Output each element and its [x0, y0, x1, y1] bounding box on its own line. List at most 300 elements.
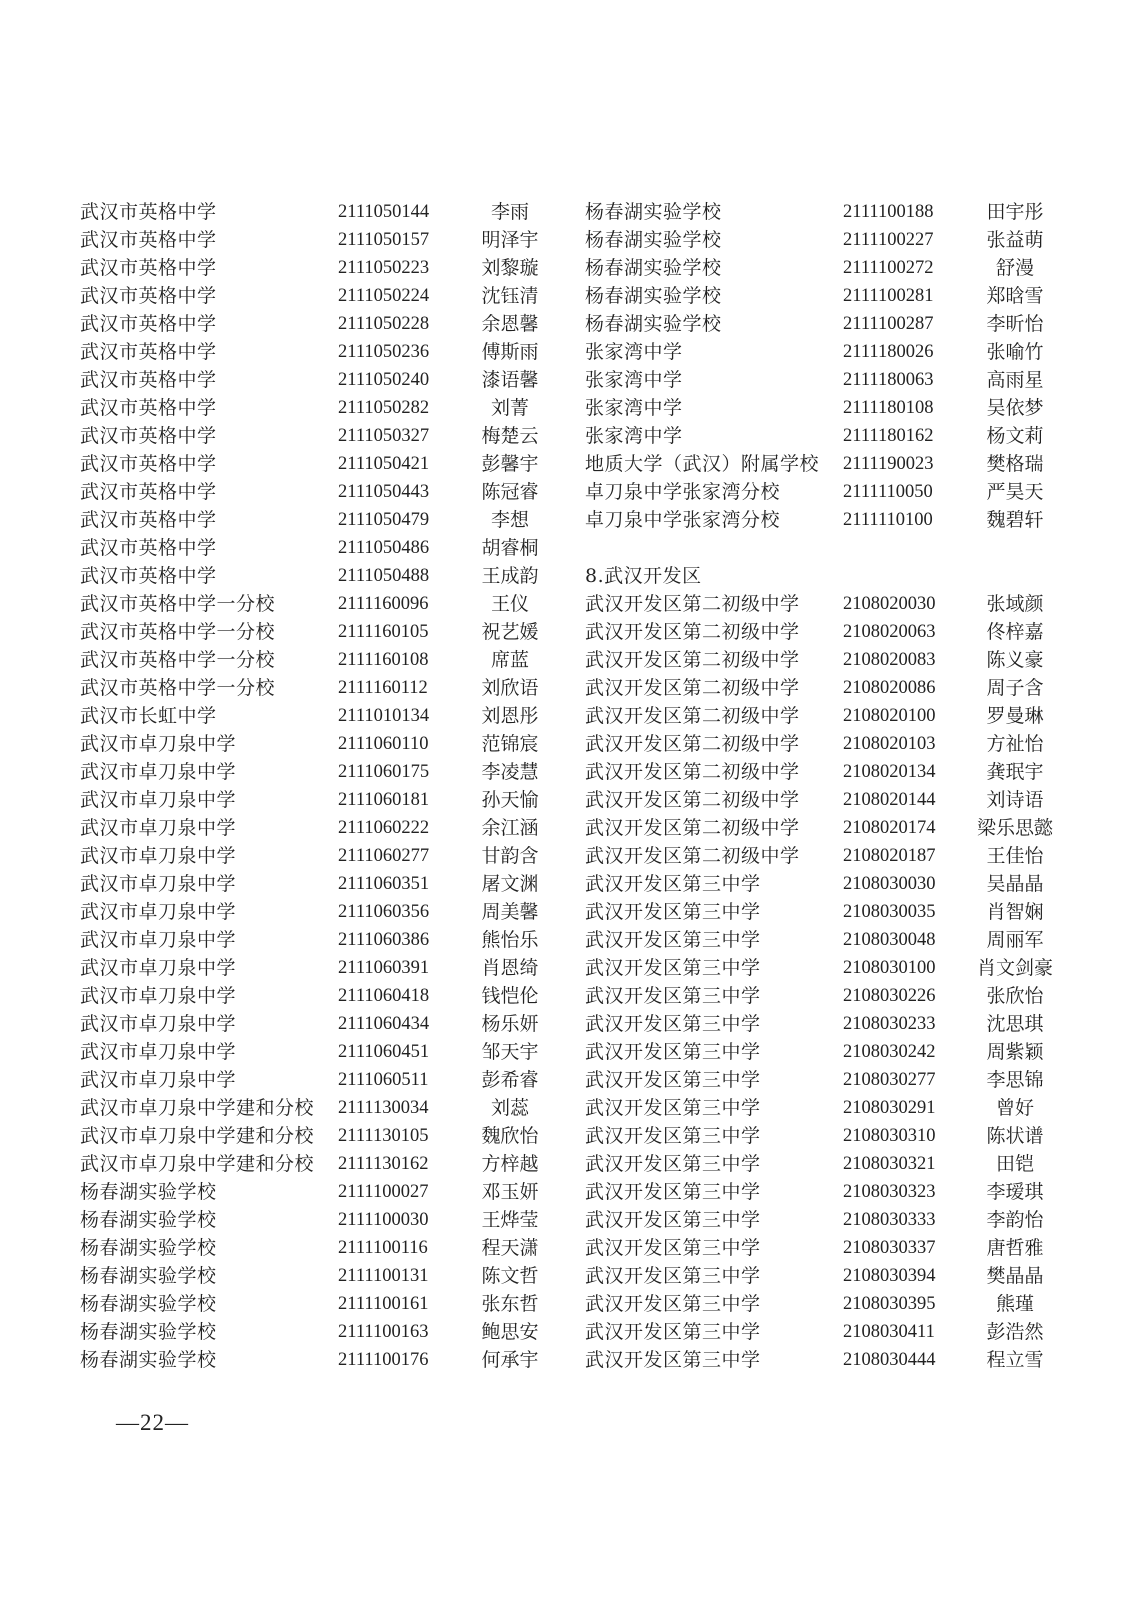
left-column	[80, 198, 580, 1374]
student-id: 2111100116	[338, 1238, 428, 1258]
table-row	[585, 310, 1085, 338]
table-row	[585, 1038, 1085, 1066]
student-id: 2111180063	[843, 370, 934, 390]
school-name: 武汉开发区第三中学	[585, 1321, 761, 1343]
student-name: 何承宇	[481, 1349, 539, 1371]
school-name: 武汉开发区第三中学	[585, 901, 761, 923]
student-id: 2111050228	[338, 314, 430, 334]
student-name: 刘欣语	[481, 677, 539, 699]
table-row	[80, 898, 580, 926]
school-name: 武汉市英格中学	[80, 369, 217, 391]
student-id: 2111050479	[338, 510, 430, 530]
table-row	[585, 198, 1085, 226]
student-id: 2108030030	[843, 874, 936, 894]
student-name: 杨乐妍	[481, 1013, 539, 1035]
student-id: 2111050421	[338, 454, 430, 474]
school-name: 武汉开发区第三中学	[585, 1013, 761, 1035]
student-name: 梅楚云	[481, 425, 539, 447]
school-name: 张家湾中学	[585, 397, 683, 419]
school-name: 武汉开发区第三中学	[585, 1349, 761, 1371]
table-row	[585, 338, 1085, 366]
school-name: 杨春湖实验学校	[80, 1293, 217, 1315]
student-name: 周美馨	[481, 901, 539, 923]
school-name: 武汉开发区第二初级中学	[585, 817, 800, 839]
school-name: 武汉开发区第二初级中学	[585, 705, 800, 727]
school-name: 武汉市英格中学	[80, 201, 217, 223]
table-row	[80, 1262, 580, 1290]
student-id: 2108030321	[843, 1154, 936, 1174]
school-name: 杨春湖实验学校	[585, 201, 722, 223]
table-row	[80, 814, 580, 842]
school-name: 武汉开发区第三中学	[585, 1293, 761, 1315]
student-name: 熊怡乐	[481, 929, 539, 951]
student-id: 2108030233	[843, 1014, 936, 1034]
student-name: 李瑷琪	[986, 1181, 1044, 1203]
school-name: 杨春湖实验学校	[80, 1349, 217, 1371]
student-id: 2108030242	[843, 1042, 936, 1062]
school-name: 杨春湖实验学校	[80, 1181, 217, 1203]
student-name: 屠文渊	[481, 873, 539, 895]
table-row	[80, 842, 580, 870]
table-row	[585, 282, 1085, 310]
student-name: 梁乐思懿	[976, 817, 1053, 839]
table-row	[80, 1122, 580, 1150]
student-id: 2111050443	[338, 482, 430, 502]
student-id: 2111010134	[338, 706, 430, 726]
table-row	[80, 1234, 580, 1262]
school-name: 杨春湖实验学校	[80, 1209, 217, 1231]
student-name: 肖文剑豪	[976, 957, 1053, 979]
table-row	[80, 310, 580, 338]
student-name: 曾好	[995, 1097, 1034, 1119]
table-row	[80, 226, 580, 254]
student-name: 席蓝	[490, 649, 529, 671]
student-name: 张益萌	[986, 229, 1044, 251]
table-row	[585, 1290, 1085, 1318]
school-name: 武汉开发区第三中学	[585, 1237, 761, 1259]
table-row	[585, 450, 1085, 478]
table-row	[80, 254, 580, 282]
school-name: 武汉市卓刀泉中学	[80, 817, 237, 839]
table-row	[585, 1262, 1085, 1290]
student-id: 2111100027	[338, 1182, 429, 1202]
student-id: 2111060434	[338, 1014, 430, 1034]
table-row	[80, 618, 580, 646]
student-id: 2108030310	[843, 1126, 936, 1146]
student-name: 周紫颖	[986, 1041, 1044, 1063]
table-row	[585, 730, 1085, 758]
school-name: 武汉市英格中学	[80, 285, 217, 307]
table-row	[80, 1038, 580, 1066]
table-row	[585, 590, 1085, 618]
table-row	[585, 366, 1085, 394]
student-name: 鲍思安	[481, 1321, 539, 1343]
student-id: 2111050236	[338, 342, 430, 362]
school-name: 武汉开发区第三中学	[585, 1069, 761, 1091]
school-name: 武汉市英格中学	[80, 229, 217, 251]
school-name: 武汉市卓刀泉中学	[80, 761, 237, 783]
student-name: 陈状谱	[986, 1125, 1044, 1147]
school-name: 杨春湖实验学校	[585, 285, 722, 307]
student-id: 2111060386	[338, 930, 430, 950]
student-id: 2108030226	[843, 986, 936, 1006]
student-id: 2108030411	[843, 1322, 935, 1342]
school-name: 武汉市卓刀泉中学	[80, 957, 237, 979]
student-id: 2111160112	[338, 678, 428, 698]
table-row	[80, 702, 580, 730]
table-row	[80, 926, 580, 954]
table-row	[585, 1206, 1085, 1234]
table-row	[585, 394, 1085, 422]
school-name: 杨春湖实验学校	[80, 1321, 217, 1343]
table-row	[80, 534, 580, 562]
student-name: 余江涵	[481, 817, 539, 839]
student-name: 周丽军	[986, 929, 1044, 951]
student-name: 魏欣怡	[481, 1125, 539, 1147]
table-row	[80, 982, 580, 1010]
student-id: 2111050282	[338, 398, 430, 418]
student-id: 2111100287	[843, 314, 934, 334]
table-row	[585, 786, 1085, 814]
school-name: 武汉市卓刀泉中学	[80, 845, 237, 867]
student-name: 甘韵含	[481, 845, 539, 867]
student-name: 李韵怡	[986, 1209, 1044, 1231]
student-name: 樊晶晶	[986, 1265, 1044, 1287]
school-name: 杨春湖实验学校	[585, 229, 722, 251]
school-name: 武汉市卓刀泉中学	[80, 1013, 237, 1035]
table-row	[80, 562, 580, 590]
student-name: 傅斯雨	[481, 341, 539, 363]
school-name: 武汉开发区第二初级中学	[585, 845, 800, 867]
table-row	[80, 590, 580, 618]
student-name: 王烨莹	[481, 1209, 539, 1231]
student-name: 沈钰清	[481, 285, 539, 307]
school-name: 武汉市英格中学	[80, 509, 217, 531]
school-name: 武汉市卓刀泉中学建和分校	[80, 1153, 315, 1175]
school-name: 武汉开发区第二初级中学	[585, 761, 800, 783]
table-row	[585, 1122, 1085, 1150]
student-name: 彭馨宇	[481, 453, 539, 475]
table-row	[80, 1178, 580, 1206]
school-name: 武汉开发区第三中学	[585, 1153, 761, 1175]
student-name: 钱恺伦	[481, 985, 539, 1007]
school-name: 武汉市英格中学	[80, 425, 217, 447]
student-name: 张喻竹	[986, 341, 1044, 363]
table-row	[80, 1094, 580, 1122]
student-id: 2111050157	[338, 230, 430, 250]
student-name: 明泽宇	[481, 229, 539, 251]
table-row	[585, 702, 1085, 730]
student-name: 龚珉宇	[986, 761, 1044, 783]
school-name: 武汉市英格中学	[80, 341, 217, 363]
student-name: 田铠	[995, 1153, 1034, 1175]
student-id: 2108020083	[843, 650, 936, 670]
school-name: 武汉开发区第二初级中学	[585, 733, 800, 755]
student-id: 2111100176	[338, 1350, 429, 1370]
school-name: 武汉市卓刀泉中学	[80, 929, 237, 951]
table-row	[585, 814, 1085, 842]
table-row	[80, 1150, 580, 1178]
student-id: 2111180026	[843, 342, 934, 362]
school-name: 武汉市英格中学一分校	[80, 677, 276, 699]
student-id: 2111110100	[843, 510, 933, 530]
student-name: 孙天愉	[481, 789, 539, 811]
student-name: 刘蕊	[490, 1097, 529, 1119]
student-id: 2111060451	[338, 1042, 430, 1062]
school-name: 杨春湖实验学校	[80, 1237, 217, 1259]
student-id: 2111050327	[338, 426, 430, 446]
student-id: 2111060175	[338, 762, 430, 782]
table-row	[585, 1318, 1085, 1346]
student-name: 刘菁	[490, 397, 529, 419]
right-column	[585, 198, 1085, 1374]
student-name: 方祉怡	[986, 733, 1044, 755]
student-name: 李想	[490, 509, 529, 531]
page-number: —22—	[116, 1410, 189, 1435]
table-row	[585, 954, 1085, 982]
student-name: 刘黎璇	[481, 257, 539, 279]
table-row	[585, 254, 1085, 282]
school-name: 地质大学（武汉）附属学校	[585, 453, 820, 475]
table-row	[585, 618, 1085, 646]
table-row	[80, 282, 580, 310]
student-name: 王佳怡	[986, 845, 1044, 867]
student-id: 2111100272	[843, 258, 934, 278]
student-id: 2111060391	[338, 958, 430, 978]
student-name: 熊瑾	[995, 1293, 1034, 1315]
student-id: 2108020030	[843, 594, 936, 614]
student-name: 邓玉妍	[481, 1181, 539, 1203]
student-name: 沈思琪	[986, 1013, 1044, 1035]
student-name: 田宇彤	[986, 201, 1044, 223]
school-name: 武汉市英格中学	[80, 453, 217, 475]
table-row	[80, 674, 580, 702]
table-row	[585, 1094, 1085, 1122]
school-name: 杨春湖实验学校	[80, 1265, 217, 1287]
school-name: 武汉开发区第三中学	[585, 1097, 761, 1119]
table-row	[80, 1346, 580, 1374]
student-id: 2111160096	[338, 594, 429, 614]
student-id: 2111060277	[338, 846, 430, 866]
school-name: 武汉开发区第三中学	[585, 1265, 761, 1287]
student-name: 高雨星	[986, 369, 1044, 391]
student-id: 2111130034	[338, 1098, 429, 1118]
section-title: 8.武汉开发区	[585, 565, 702, 587]
student-name: 李思锦	[986, 1069, 1044, 1091]
student-id: 2111160108	[338, 650, 429, 670]
school-name: 武汉市卓刀泉中学	[80, 1069, 237, 1091]
school-name: 武汉市卓刀泉中学	[80, 873, 237, 895]
table-row	[80, 1010, 580, 1038]
student-name: 周子含	[986, 677, 1044, 699]
student-name: 胡睿桐	[481, 537, 539, 559]
table-row	[585, 226, 1085, 254]
student-name: 余恩馨	[481, 313, 539, 335]
student-id: 2108020174	[843, 818, 936, 838]
student-id: 2111100163	[338, 1322, 429, 1342]
table-row	[585, 1150, 1085, 1178]
student-id: 2108030100	[843, 958, 936, 978]
section-heading	[585, 562, 1085, 590]
table-row	[585, 982, 1085, 1010]
student-name: 方梓越	[481, 1153, 539, 1175]
student-name: 王成韵	[481, 565, 539, 587]
table-row	[80, 450, 580, 478]
school-name: 武汉市英格中学	[80, 537, 217, 559]
school-name: 武汉开发区第二初级中学	[585, 649, 800, 671]
student-id: 2108020103	[843, 734, 936, 754]
student-id: 2108030333	[843, 1210, 936, 1230]
table-row	[80, 730, 580, 758]
student-name: 陈文哲	[481, 1265, 539, 1287]
student-id: 2111160105	[338, 622, 429, 642]
student-id: 2111100227	[843, 230, 934, 250]
school-name: 武汉市卓刀泉中学	[80, 985, 237, 1007]
student-id: 2111100281	[843, 286, 934, 306]
table-row	[80, 478, 580, 506]
student-id: 2108030291	[843, 1098, 936, 1118]
student-id: 2108020187	[843, 846, 936, 866]
student-id: 2108030323	[843, 1182, 936, 1202]
table-row	[80, 198, 580, 226]
table-row	[80, 338, 580, 366]
student-id: 2108020100	[843, 706, 936, 726]
student-id: 2111180162	[843, 426, 934, 446]
school-name: 武汉开发区第三中学	[585, 1041, 761, 1063]
table-row	[585, 1178, 1085, 1206]
school-name: 武汉市卓刀泉中学建和分校	[80, 1097, 315, 1119]
student-name: 刘诗语	[986, 789, 1044, 811]
school-name: 武汉市英格中学	[80, 565, 217, 587]
school-name: 武汉开发区第三中学	[585, 985, 761, 1007]
student-id: 2111060356	[338, 902, 430, 922]
student-id: 2111050488	[338, 566, 430, 586]
table-row	[80, 1206, 580, 1234]
student-id: 2108030337	[843, 1238, 936, 1258]
student-name: 李凌慧	[481, 761, 539, 783]
table-row	[585, 758, 1085, 786]
student-name: 彭希睿	[481, 1069, 539, 1091]
school-name: 武汉开发区第二初级中学	[585, 593, 800, 615]
student-name: 严昊天	[986, 481, 1044, 503]
table-row	[80, 1290, 580, 1318]
student-id: 2111060351	[338, 874, 430, 894]
table-row	[585, 1234, 1085, 1262]
table-row	[585, 1346, 1085, 1374]
table-row	[585, 534, 1085, 562]
student-name: 祝艺媛	[481, 621, 539, 643]
table-row	[80, 758, 580, 786]
school-name: 武汉市长虹中学	[80, 705, 217, 727]
student-name: 刘恩彤	[481, 705, 539, 727]
student-id: 2111180108	[843, 398, 934, 418]
school-name: 武汉市英格中学	[80, 313, 217, 335]
table-row	[80, 954, 580, 982]
student-id: 2111050486	[338, 538, 430, 558]
school-name: 武汉市英格中学	[80, 257, 217, 279]
table-row	[585, 422, 1085, 450]
school-name: 卓刀泉中学张家湾分校	[585, 481, 781, 503]
student-name: 彭浩然	[986, 1321, 1044, 1343]
table-row	[80, 506, 580, 534]
table-row	[80, 1066, 580, 1094]
school-name: 武汉市卓刀泉中学	[80, 789, 237, 811]
table-row	[585, 842, 1085, 870]
student-id: 2111060181	[338, 790, 430, 810]
student-name: 程天潇	[481, 1237, 539, 1259]
student-name: 范锦宸	[481, 733, 539, 755]
student-id: 2111060222	[338, 818, 430, 838]
table-row	[585, 674, 1085, 702]
school-name: 武汉市英格中学一分校	[80, 649, 276, 671]
student-id: 2108020144	[843, 790, 936, 810]
student-id: 2111060511	[338, 1070, 429, 1090]
table-row	[80, 646, 580, 674]
student-name: 唐哲雅	[986, 1237, 1044, 1259]
school-name: 武汉开发区第三中学	[585, 1125, 761, 1147]
school-name: 张家湾中学	[585, 369, 683, 391]
school-name: 张家湾中学	[585, 425, 683, 447]
school-name: 武汉市卓刀泉中学	[80, 901, 237, 923]
student-id: 2108030394	[843, 1266, 936, 1286]
student-id: 2111060418	[338, 986, 430, 1006]
student-name: 李昕怡	[986, 313, 1044, 335]
student-id: 2111050223	[338, 258, 430, 278]
school-name: 杨春湖实验学校	[585, 313, 722, 335]
student-id: 2111100030	[338, 1210, 429, 1230]
school-name: 卓刀泉中学张家湾分校	[585, 509, 781, 531]
student-name: 邹天宇	[481, 1041, 539, 1063]
student-name: 魏碧轩	[986, 509, 1044, 531]
table-row	[80, 786, 580, 814]
school-name: 武汉市卓刀泉中学建和分校	[80, 1125, 315, 1147]
table-row	[585, 898, 1085, 926]
table-row	[585, 926, 1085, 954]
school-name: 武汉开发区第三中学	[585, 1181, 761, 1203]
table-row	[80, 394, 580, 422]
student-id: 2108030048	[843, 930, 936, 950]
student-name: 樊格瑞	[986, 453, 1044, 475]
student-name: 张欣怡	[986, 985, 1044, 1007]
student-name: 杨文莉	[986, 425, 1044, 447]
table-row	[80, 422, 580, 450]
student-id: 2108020063	[843, 622, 936, 642]
student-name: 舒漫	[995, 257, 1034, 279]
school-name: 武汉开发区第三中学	[585, 873, 761, 895]
student-name: 张域颜	[986, 593, 1044, 615]
student-name: 吴晶晶	[986, 873, 1044, 895]
student-id: 2111130105	[338, 1126, 429, 1146]
student-id: 2108030395	[843, 1294, 936, 1314]
table-row	[585, 1066, 1085, 1094]
table-row	[585, 646, 1085, 674]
student-name: 李雨	[490, 201, 529, 223]
student-id: 2108030035	[843, 902, 936, 922]
student-id: 2108030444	[843, 1350, 936, 1370]
school-name: 武汉市卓刀泉中学	[80, 733, 237, 755]
student-id: 2108020086	[843, 678, 936, 698]
student-id: 2111130162	[338, 1154, 429, 1174]
student-id: 2111050144	[338, 202, 430, 222]
student-name: 王仪	[490, 593, 529, 615]
table-row	[585, 506, 1085, 534]
table-row	[80, 1318, 580, 1346]
table-row	[585, 870, 1085, 898]
school-name: 武汉市英格中学	[80, 397, 217, 419]
student-id: 2108030277	[843, 1070, 936, 1090]
table-row	[80, 870, 580, 898]
student-name: 吴依梦	[986, 397, 1044, 419]
